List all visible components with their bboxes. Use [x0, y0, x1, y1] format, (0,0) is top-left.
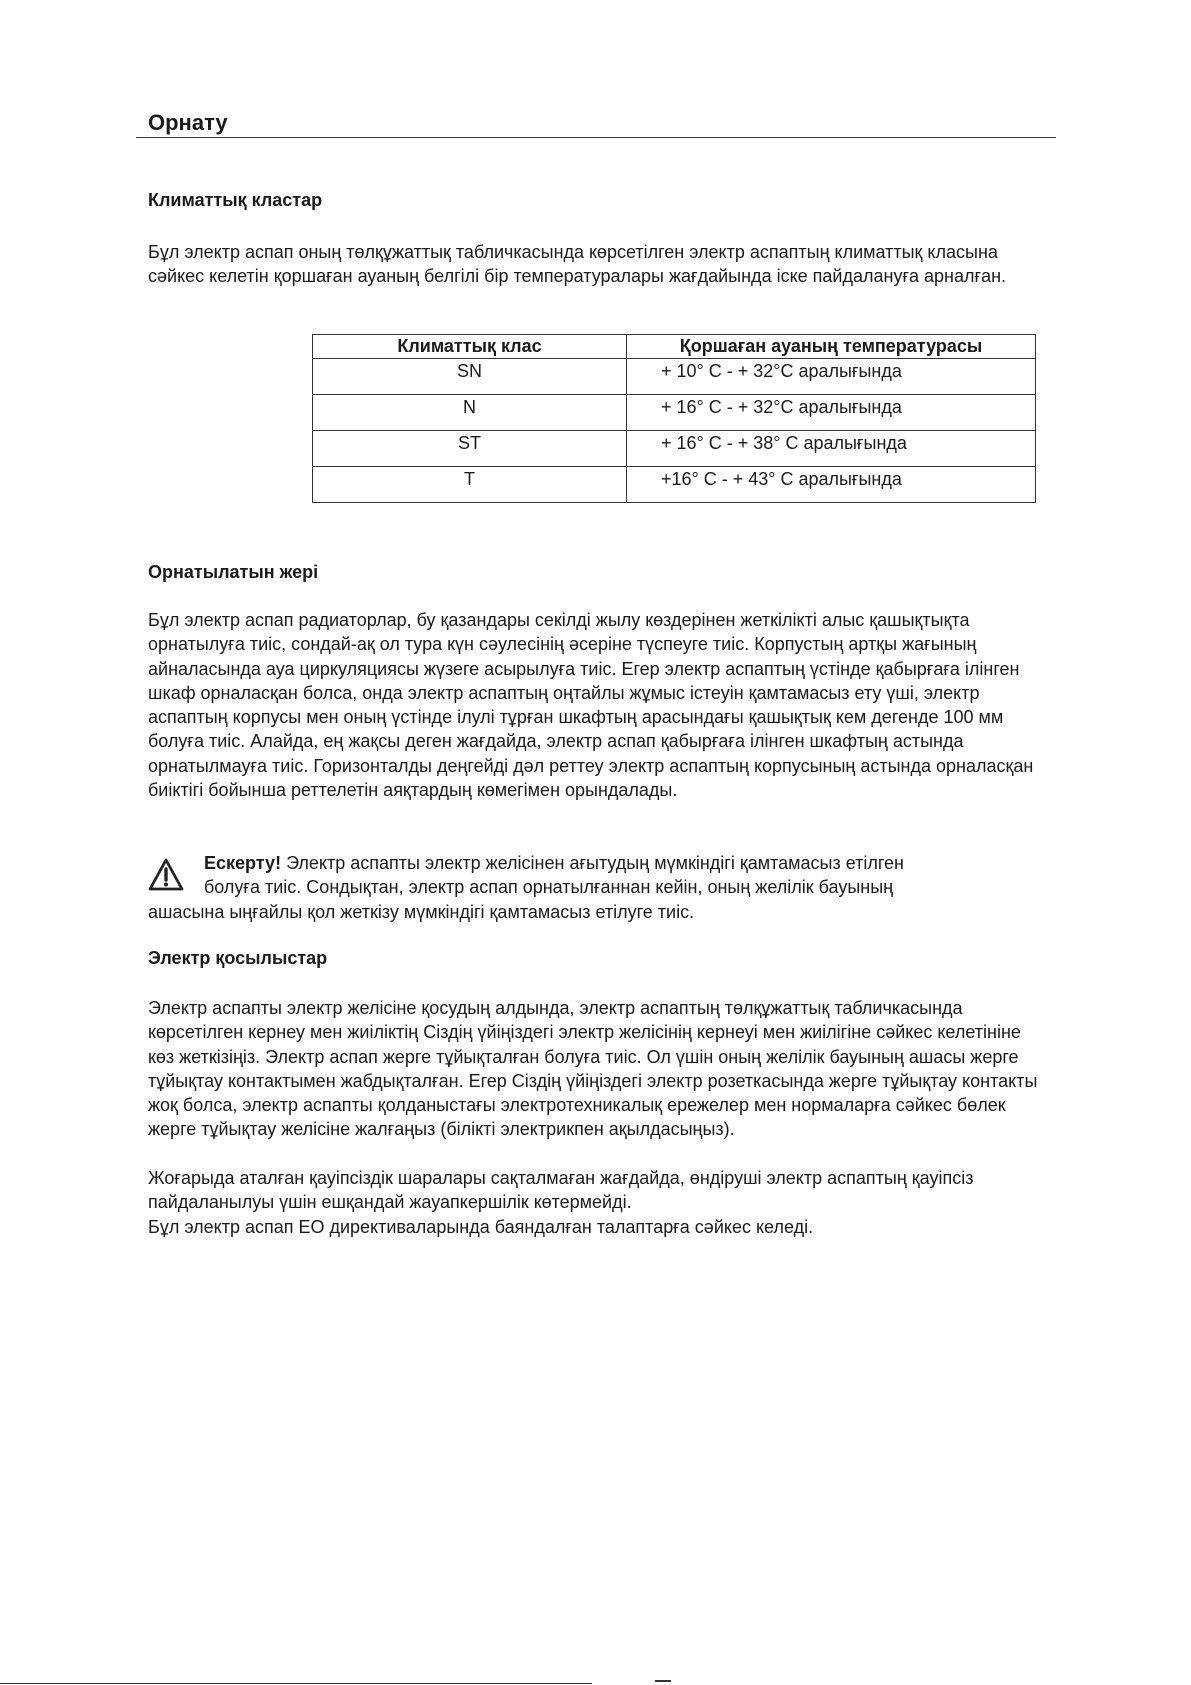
footer-mark: [655, 1680, 671, 1682]
page-title: Орнату: [148, 110, 228, 135]
footer-divider: [0, 1683, 592, 1684]
table-row: [313, 395, 1036, 431]
warning-text-line-2: болуға тиіс. Сондықтан, электр аспап орнатылғаннан кейін, оның желілік бауының: [204, 877, 894, 898]
climate-classes-paragraph: Бұл электр аспап оның төлқұжаттық табличкасында көрсетілген электр аспаптың климаттық класына сәйкес келетін қоршаған ауаның белгілі бір температуралары жағдайында іске пайдалануға арналған.: [148, 242, 1007, 287]
electrical-connections-paragraph-3: Бұл электр аспап ЕО директиваларында баяндалған талаптарға сәйкес келеді.: [148, 1217, 814, 1237]
table-cell-temperature: + 16° С - + 38° С аралығында: [627, 431, 1036, 467]
table-row: [313, 359, 1036, 395]
table-header-row: [313, 335, 1036, 359]
table-cell-class: SN: [313, 359, 627, 395]
table-cell-temperature: + 16° С - + 32°С аралығында: [627, 395, 1036, 431]
table-cell-temperature: + 10° С - + 32°С аралығында: [627, 359, 1036, 395]
climate-class-table: [312, 334, 1036, 503]
installation-location-paragraph: Бұл электр аспап радиаторлар, бу қазандары секілді жылу көздерінен жеткілікті алыс қашықтықта орнатылуға тиіс, сондай-ақ ол тура күн сәулесінің әсеріне түспеуге тиіс. Корпустың артқы жағының айналасында ауа циркуляциясы жүзеге асырылуға тиіс. Егер электр аспаптың үстінде қабырғаға ілінген шкаф орналасқан болса, онда электр аспаптың оңтайлы жұмыс істеуін қамтамасыз ету үші, электр аспаптың корпусы мен оның үстінде ілулі тұрған шкафтың арасындағы қашықтық кем дегенде 100 мм болуға тиіс. Алайда, ең жақсы деген жағдайда, электр аспап қабырғаға ілінген шкафтың астында орнатылмауға тиіс. Горизонталды деңгейді дәл реттеу электр аспаптың корпусының астында орналасқан биіктігі бойынша реттелетін аяқтардың көмегімен орындалады.: [148, 610, 1034, 801]
electrical-connections-paragraph-2: Жоғарыда аталған қауіпсіздік шаралары сақталмаған жағдайда, өндіруші электр аспаптың қауіпсіз пайдаланылуы үшін ешқандай жауапкершілік көтермейді.: [148, 1168, 974, 1213]
title-divider: [136, 137, 1056, 138]
warning-note: [148, 851, 1048, 924]
table-header-class: Климаттық клас: [313, 335, 627, 359]
table-header-temperature: Қоршаған ауаның температурасы: [627, 335, 1036, 359]
table-row: [313, 431, 1036, 467]
installation-location-heading: Орнатылатын жері: [148, 562, 319, 582]
warning-text-line-1: Электр аспапты электр желісінен ағытудың мүмкіндігі қамтамасыз етілген: [286, 853, 904, 873]
table-cell-class: T: [313, 467, 627, 503]
climate-classes-heading: Климаттық кластар: [148, 190, 323, 210]
warning-label: Ескерту!: [204, 853, 282, 873]
table-cell-temperature: +16° С - + 43° С аралығында: [627, 467, 1036, 503]
electrical-connections-paragraph-1: Электр аспапты электр желісіне қосудың алдында, электр аспаптың төлқұжаттық табличкасында көрсетілген кернеу мен жиіліктің Сіздің үйіңіздегі электр желісінің кернеуі мен жиілігіне сәйкес келетініне көз жеткізіңіз. Электр аспап жерге тұйықталған болуға тиіс. Ол үшін оның желілік бауының ашасы жерге тұйықтау контактымен жабдықталған. Егер Сіздің үйіңіздегі электр розеткасында жерге тұйықтау контакты жоқ болса, электр аспапты қолданыстағы электротехникалық ережелер мен нормаларға сәйкес бөлек жерге тұйықтау желісіне жалғаңыз (білікті электрикпен ақылдасыңыз).: [148, 998, 1038, 1140]
table-cell-class: N: [313, 395, 627, 431]
table-row: [313, 467, 1036, 503]
warning-text-line-3: ашасына ыңғайлы қол жеткізу мүмкіндігі қамтамасыз етілуге тиіс.: [148, 901, 695, 922]
table-cell-class: ST: [313, 431, 627, 467]
electrical-connections-heading: Электр қосылыстар: [148, 948, 328, 968]
